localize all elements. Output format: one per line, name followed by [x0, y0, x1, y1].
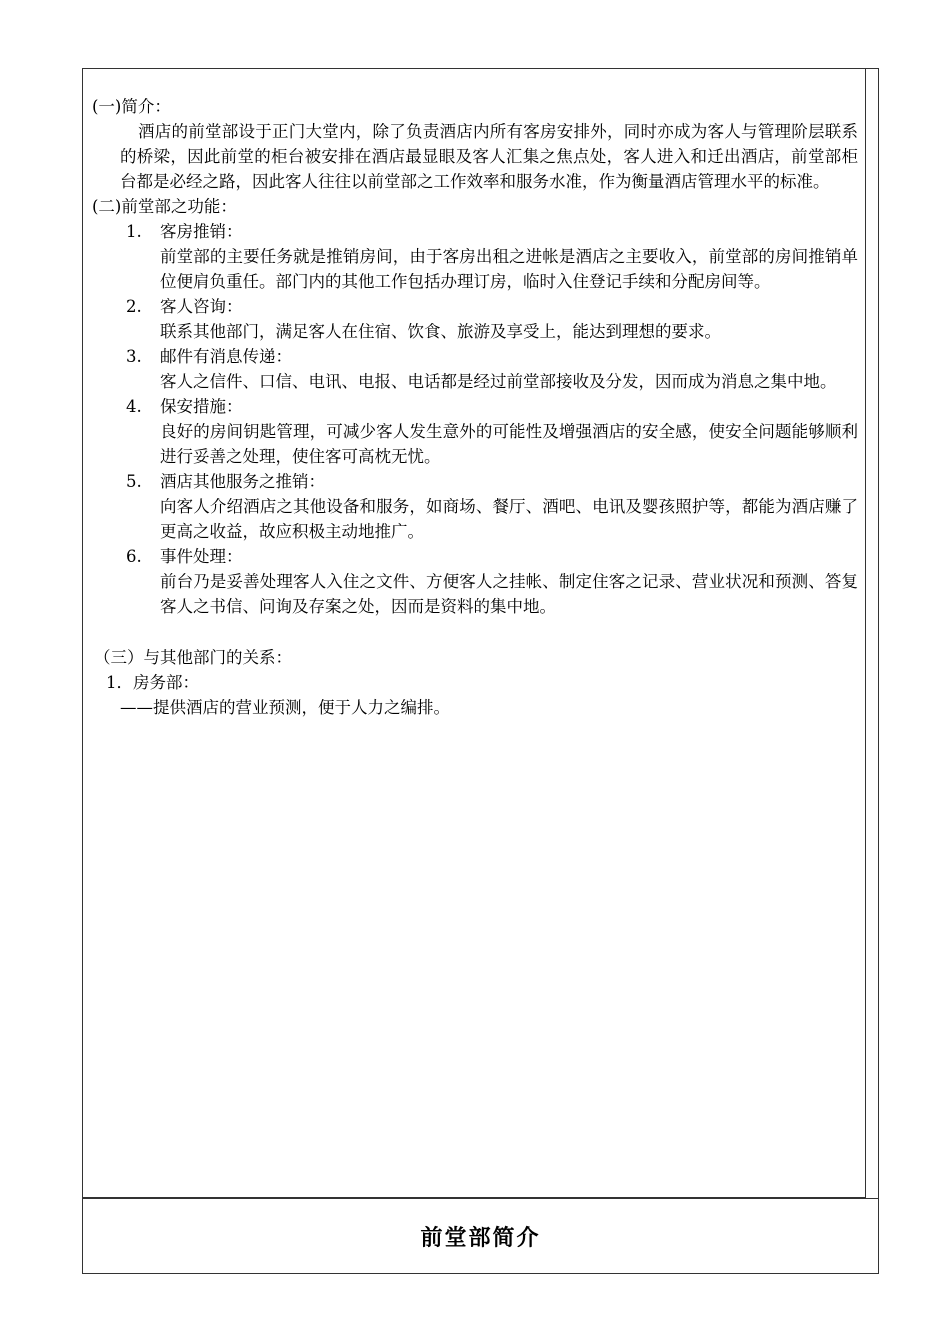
item-number: 5. [126, 472, 142, 491]
function-item-4 [92, 394, 858, 469]
item-body: 联系其他部门，满足客人在住宿、饮食、旅游及享受上，能达到理想的要求。 [160, 322, 721, 341]
item-body: 前台乃是妥善处理客人入住之文件、方便客人之挂帐、制定住客之记录、营业状况和预测、答复客人之书信、问询及存案之处，因而是资料的集中地。 [160, 572, 858, 616]
footer-title: 前堂部简介 [420, 1225, 541, 1251]
item-number: 2. [126, 297, 142, 316]
frame-border-right [878, 68, 879, 1273]
item-title: 事件处理： [160, 547, 243, 566]
section1-heading: (一)简介： [92, 97, 171, 116]
document-content [92, 94, 858, 720]
item-body: 良好的房间钥匙管理，可减少客人发生意外的可能性及增强酒店的安全感，使安全问题能够顺利进行妥善之处理，使住客可高枕无忧。 [160, 422, 858, 466]
item-title: 保安措施： [160, 397, 243, 416]
item-title: 客房推销： [160, 222, 243, 241]
footer-box [82, 1198, 879, 1274]
item-number: 3. [126, 347, 142, 366]
item-title: 酒店其他服务之推销： [160, 472, 325, 491]
item-title: 邮件有消息传递： [160, 347, 292, 366]
function-item-2 [92, 294, 858, 344]
function-item-3 [92, 344, 858, 394]
item-number: 4. [126, 397, 142, 416]
section3-heading: （三）与其他部门的关系： [94, 648, 292, 667]
item-title: 客人咨询： [160, 297, 243, 316]
item-number: 6. [126, 547, 142, 566]
function-item-6 [92, 544, 858, 619]
section2-heading: (二)前堂部之功能： [92, 197, 237, 216]
spacer [92, 619, 858, 645]
section1-paragraph: 酒店的前堂部设于正门大堂内，除了负责酒店内所有客房安排外，同时亦成为客人与管理阶层联系的桥梁，因此前堂的柜台被安排在酒店最显眼及客人汇集之焦点处，客人进入和迁出酒店，前堂部柜台都是必经之路，因此客人往往以前堂部之工作效率和服务水准，作为衡量酒店管理水平的标准。 [120, 122, 858, 191]
function-item-1 [92, 219, 858, 294]
section3-line: ——提供酒店的营业预测，便于人力之编排。 [120, 698, 450, 717]
item-body: 向客人介绍酒店之其他设备和服务，如商场、餐厅、酒吧、电讯及婴孩照护等，都能为酒店赚了更高之收益，故应积极主动地推广。 [160, 497, 858, 541]
section3-subheading: 1．房务部： [106, 673, 199, 692]
item-number: 1. [126, 222, 142, 241]
item-body: 前堂部的主要任务就是推销房间，由于客房出租之进帐是酒店之主要收入，前堂部的房间推销单位便肩负重任。部门内的其他工作包括办理订房，临时入住登记手续和分配房间等。 [160, 247, 858, 291]
function-item-5 [92, 469, 858, 544]
item-body: 客人之信件、口信、电讯、电报、电话都是经过前堂部接收及分发，因而成为消息之集中地。 [160, 372, 837, 391]
